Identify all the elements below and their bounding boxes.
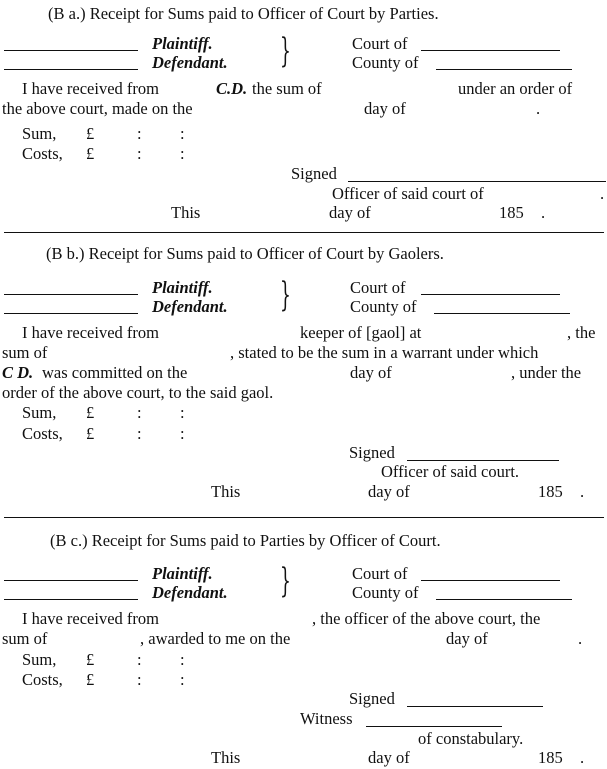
day-of-label: day of [368,748,410,767]
pound-sign: £ [86,650,95,669]
section-divider [4,517,604,518]
this-label: This [171,203,201,222]
body-text: under an order of [458,79,573,98]
court-of-label: Court of [350,278,406,297]
body-text: . [536,99,541,118]
colon: : [180,403,185,422]
year-label: 185 [538,748,563,767]
witness-blank [366,726,502,727]
brace: } [280,561,291,601]
defendant-blank [4,599,138,600]
body-text: keeper of [gaol] at [300,323,422,342]
body-text: was committed on the [42,363,188,382]
officer-label: Officer of said court of [332,184,484,203]
colon: : [180,424,185,443]
signature-blank [407,706,543,707]
body-text: . [578,629,583,648]
court-of-label: Court of [352,564,408,583]
body-text: , the [567,323,596,342]
body-text: sum of [2,343,48,362]
witness-label: Witness [300,709,353,728]
colon: : [137,403,142,422]
signed-label: Signed [349,689,395,708]
county-of-blank [436,69,572,70]
sum-label: Sum, [22,403,57,422]
signed-label: Signed [291,164,337,183]
brace: } [280,31,291,71]
county-of-label: County of [352,583,419,602]
body-text: I have received from [22,323,159,342]
body-text: day of [446,629,488,648]
signature-blank [348,181,606,182]
court-of-blank [421,294,560,295]
this-label: This [211,482,241,501]
body-text: I have received from [22,79,159,98]
pound-sign: £ [86,144,95,163]
costs-label: Costs, [22,144,63,163]
colon: : [137,650,142,669]
day-of-label: day of [368,482,410,501]
brace: } [280,275,291,315]
pound-sign: £ [86,124,95,143]
body-text: , stated to be the sum in a warrant under which [230,343,539,362]
plaintiff-blank [4,294,138,295]
sum-label: Sum, [22,124,57,143]
colon: : [180,650,185,669]
court-of-label: Court of [352,34,408,53]
costs-label: Costs, [22,424,63,443]
colon: : [137,670,142,689]
plaintiff-label: Plaintiff. [152,34,213,53]
county-of-label: County of [350,297,417,316]
officer-period: . [600,184,605,203]
colon: : [180,670,185,689]
body-text: order of the above court, to the said gaol. [2,383,274,402]
section-title: (B c.) Receipt for Sums paid to Parties by Officer of Court. [50,531,441,550]
section-divider [4,232,604,233]
plaintiff-blank [4,580,138,581]
year-label: 185 [538,482,563,501]
section-title: (B a.) Receipt for Sums paid to Officer of Court by Parties. [48,4,439,23]
colon: : [137,124,142,143]
day-of-label: day of [329,203,371,222]
body-text: day of [350,363,392,382]
body-text: the above court, made on the [2,99,193,118]
colon: : [180,124,185,143]
plaintiff-blank [4,50,138,51]
county-of-blank [436,599,572,600]
signature-blank [407,460,559,461]
constabulary-label: of constabulary. [418,729,524,748]
party-initials: C.D. [216,79,248,98]
this-label: This [211,748,241,767]
plaintiff-label: Plaintiff. [152,564,213,583]
body-text: , under the [511,363,582,382]
body-text: sum of [2,629,48,648]
defendant-label: Defendant. [152,583,228,602]
defendant-blank [4,69,138,70]
county-of-blank [434,313,570,314]
pound-sign: £ [86,670,95,689]
court-of-blank [421,50,560,51]
signed-label: Signed [349,443,395,462]
body-text: I have received from [22,609,159,628]
defendant-label: Defendant. [152,297,228,316]
section-title: (B b.) Receipt for Sums paid to Officer of Court by Gaolers. [46,244,444,263]
body-text: , the officer of the above court, the [312,609,541,628]
pound-sign: £ [86,403,95,422]
plaintiff-label: Plaintiff. [152,278,213,297]
body-text: the sum of [252,79,322,98]
colon: : [180,144,185,163]
sum-label: Sum, [22,650,57,669]
county-of-label: County of [352,53,419,72]
body-text: , awarded to me on the [140,629,291,648]
colon: : [137,424,142,443]
year-period: . [580,748,585,767]
defendant-label: Defendant. [152,53,228,72]
colon: : [137,144,142,163]
officer-label: Officer of said court. [381,462,520,481]
year-period: . [541,203,546,222]
year-period: . [580,482,585,501]
defendant-blank [4,313,138,314]
pound-sign: £ [86,424,95,443]
court-of-blank [421,580,560,581]
costs-label: Costs, [22,670,63,689]
body-text: day of [364,99,406,118]
year-label: 185 [499,203,524,222]
party-initials: C D. [2,363,34,382]
